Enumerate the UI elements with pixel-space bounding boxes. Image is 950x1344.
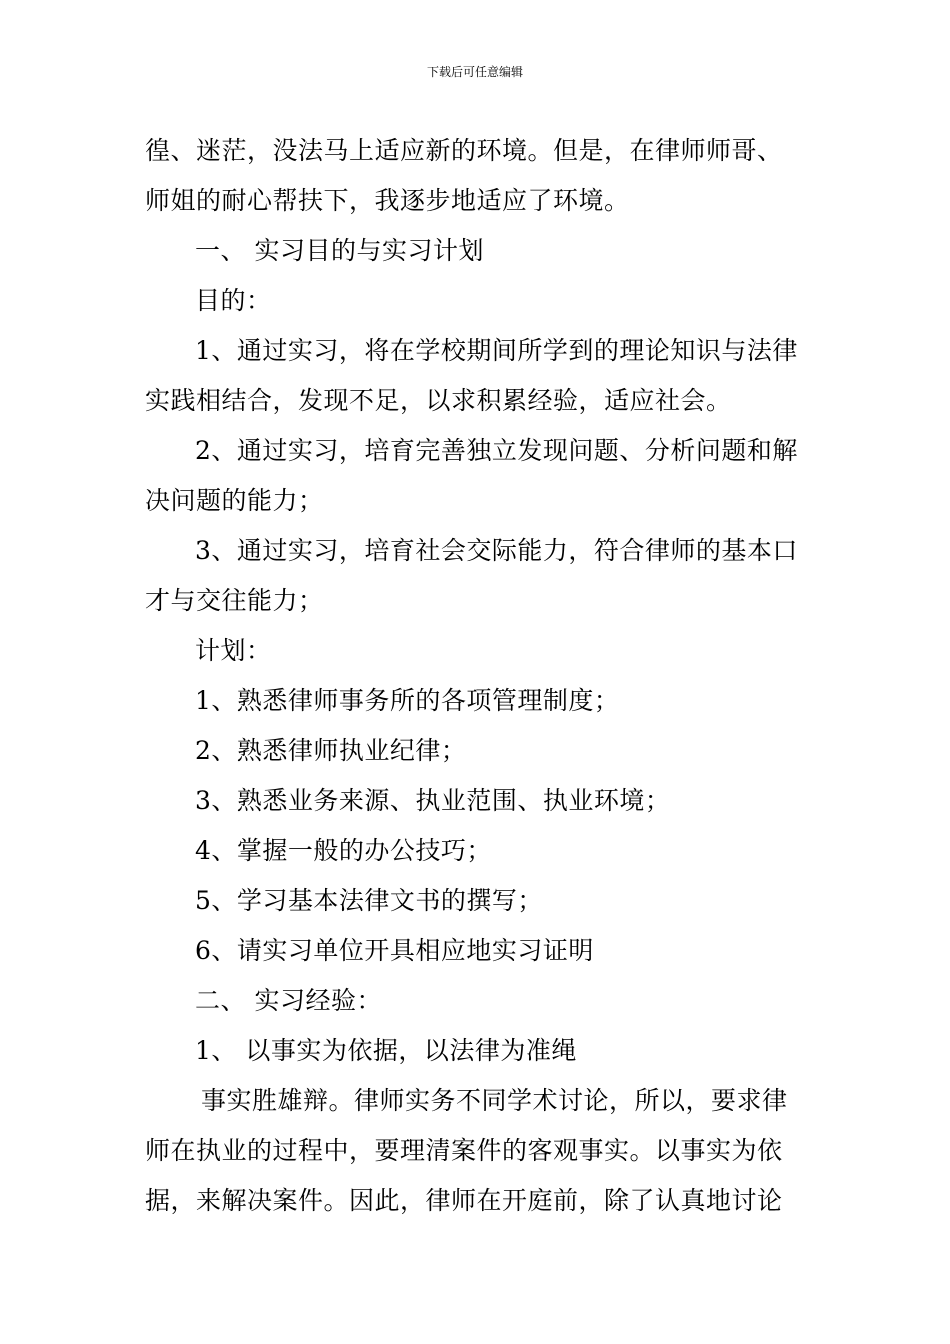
text-line: 1、通过实习，将在学校期间所学到的理论知识与法律 — [195, 336, 798, 365]
text-line: 师在执业的过程中，要理清案件的客观事实。以事实为依 — [145, 1136, 783, 1165]
subheading: 目的： — [195, 286, 272, 315]
subheading: 1、 以事实为依据，以法律为准绳 — [195, 1036, 577, 1065]
list-item: 1、熟悉律师事务所的各项管理制度； — [195, 686, 620, 715]
subheading: 计划： — [195, 636, 272, 665]
list-item: 5、学习基本法律文书的撰写； — [195, 886, 543, 915]
list-item: 4、掌握一般的办公技巧； — [195, 836, 492, 865]
text-line: 事实胜雄辩。律师实务不同学术讨论，所以，要求律 — [201, 1086, 788, 1115]
section-heading: 二、 实习经验： — [195, 986, 382, 1015]
text-line: 徨、迷茫，没法马上适应新的环境。但是，在律师师哥、 — [145, 136, 783, 165]
document-body — [145, 126, 810, 1226]
text-line: 实践相结合，发现不足，以求积累经验，适应社会。 — [145, 386, 732, 415]
text-line: 决问题的能力； — [145, 486, 324, 515]
text-line: 3、通过实习，培育社会交际能力，符合律师的基本口 — [195, 536, 798, 565]
text-line: 才与交往能力； — [145, 586, 324, 615]
list-item: 6、请实习单位开具相应地实习证明 — [195, 936, 594, 965]
list-item: 3、熟悉业务来源、执业范围、执业环境； — [195, 786, 671, 815]
section-heading: 一、 实习目的与实习计划 — [195, 236, 484, 265]
text-line: 2、通过实习，培育完善独立发现问题、分析问题和解 — [195, 436, 798, 465]
text-line: 据，来解决案件。因此，律师在开庭前，除了认真地讨论 — [145, 1186, 783, 1215]
page-header: 下载后可任意编辑 — [426, 65, 523, 79]
text-line: 师姐的耐心帮扶下，我逐步地适应了环境。 — [145, 186, 630, 215]
list-item: 2、熟悉律师执业纪律； — [195, 736, 467, 765]
